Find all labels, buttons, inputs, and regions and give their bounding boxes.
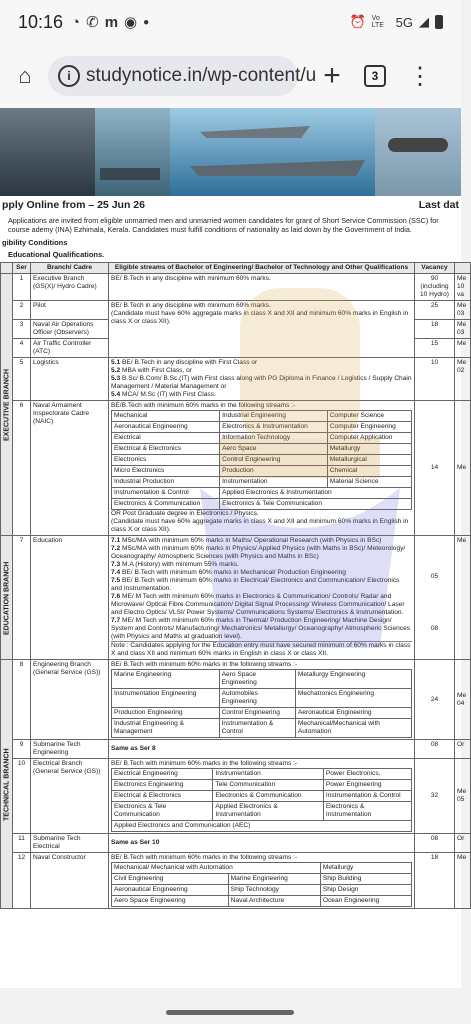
eligibility-heading: gibility Conditions (2, 238, 68, 247)
table-row: 10 Electrical Branch (General Service (GS)) BE/ B.Tech with minimum 60% marks in the following streams :- Electrical Engineering Instrumentation Power Electronics, Electronics Engineering Tele Communication Power Engineering Electrical & Electronics Electronics & Communication Instrumentation & Control Electronics & Tele Communication Applied Electronics & Instrumentation Electronics & Instrumentation Applied Electronics and Communication (AEC) 32 Me 05 (1, 759, 471, 834)
executive-branch-label: EXECUTIVE BRANCH (1, 274, 13, 536)
tab-switcher-button[interactable]: 3 (364, 65, 386, 87)
home-icon[interactable]: ⌂ (18, 63, 32, 88)
alarm-icon: ⏰ (349, 14, 366, 29)
status-time: 10:16 (18, 11, 64, 32)
notification-icons (71, 13, 149, 31)
site-info-icon[interactable]: i (58, 65, 80, 87)
table-row: EDUCATION BRANCH 7 Education 7.1 MSc/MA with minimum 60% marks in Maths/ Operational Research (with Physics in BSc) 7.2 MSc/MA with minimum 60% marks in Physics/ Applied Physics (with Maths in BSc)/ Meteorology/ Oceanography/ Atmospheric Sciences (with Physics and Maths in BSc) 7.3 M.A (History) with minimum 55% marks. 7.4 BE/ B.Tech with minimum 60% marks in Mechanical/ Production Engineering 7.5 BE/ B.Tech with minimum 60% marks in Electrical/ Electronics and Communication/ Electronics and Instrumentation. 7.6 ME/ M Tech with minimum 60% marks in Electronics & Communication/ Controls/ Radar and Microwave/ Optical Fibre Communication/ Digital Signal Processing/ Wireless Communication/ Laser and Electro Optics/ VLSI/ Power Systems/ Communications Systems/ Electronics & Instrumentation. 7.7 ME/ M Tech with minimum 60% marks in Thermal/ Production Engineering/ Machine Design/ System and Controls/ Manufacturing/ Mechatronics/ Metallurgy/ Oceanography/ Atmospheric Sciences (with Physics and Maths at graduation level). Note : Candidates applying for the Education entry must have secured minimum of 60% marks in class X and class XII and minimum 60% marks in English in class X or class XII. 05 08 Me (1, 536, 471, 660)
apply-online-label: pply Online from – 25 Jun 26 (2, 199, 145, 211)
last-date-label: Last dat (418, 199, 459, 211)
table-row: 9 Submarine Tech Engineering Same as Ser 8 08 Or (1, 740, 471, 759)
table-row: 2 Pilot BE/ B.Tech in any discipline with minimum 60% marks. (Candidate must have 60% aggregate marks in class X and XII and minimum 60% marks in English in class X or class XII). 25 Me 03 (1, 301, 471, 320)
logistics-qualifications: 5.1 BE/ B.Tech in any discipline with First Class or 5.2 MBA with First Class, or 5.3 B.Sc/ B.Com/ B.Sc.(IT) with First class along with PG Diploma in Finance / Logistics / Supply Chain Management / Material Management or 5.4 MCA/ M.Sc (IT) with First Class. (109, 358, 415, 401)
apply-dates-row (0, 196, 461, 214)
gesture-home-indicator[interactable] (166, 1010, 294, 1015)
naval-constructor-streams-grid: Mechanical/ Mechanical with Automation Metallurgy Civil Engineering Marine Engineering Ship Building Aeronautical Engineering Ship Technology Ship Design Aero Space Engineering Naval Architecture Ocean Engineering (111, 862, 412, 907)
table-row: 6 Naval Armament Inspectorate Cadre (NAIC) BE/B.Tech with minimum 60% marks in the following streams :- Mechanical Industrial Engineering Computer Science Aeronautical Engineering Electronics & Instrumentation Computer Engineering Electrical Information Technology Computer Application Electrical & Electronics Aero Space Metallurgy Electronics Control Engineering Metallurgical Micro Electronics Production Chemical Industrial Production Instrumentation Material Science Instrumentation & Control Applied Electronics & Instrumentation Electronics & Communication Electronics & Tele Communication OR Post Graduate degree in Electronics / Physics. (Candidate must have 60% aggregate marks in class X and XII and minimum 60% marks in English in class X or class XII). 14 Me (1, 401, 471, 536)
naval-constructor-qualifications: BE/ B.Tech with minimum 60% marks in the following streams :- Mechanical/ Mechanical with Automation Metallurgy Civil Engineering Marine Engineering Ship Building Aeronautical Engineering Ship Technology Ship Design Aero Space Engineering Naval Architecture Ocean Engineering (109, 853, 415, 909)
col-vacancy: Vacancy (415, 263, 455, 274)
technical-branch-label: TECHNICAL BRANCH (1, 660, 13, 909)
status-bar (0, 0, 461, 44)
whatsapp-icon: ✆ (86, 14, 99, 31)
chrome-icon: ◉ (124, 14, 138, 31)
signal-icon: ◔ (71, 13, 81, 31)
battery-icon (435, 15, 443, 29)
eligibility-table (0, 262, 471, 909)
network-type: 5G (395, 14, 413, 30)
engineering-qualifications: BE/ B.Tech with minimum 60% marks in the following streams :- Marine Engineering Aero Space Engineering Metallurgy Engineering Instrumentation Engineering Automobiles Engineering Mechatronics Engineering Production Engineering Control Engineering Aeronautical Engineering Industrial Engineering & Management Instrumentation & Control Mechanical/Mechanical with Automation (109, 660, 415, 740)
volte-label: Vo LTE (371, 15, 384, 29)
new-tab-button[interactable]: + (323, 59, 341, 92)
table-row: 4 Air Traffic Controller (ATC) 15 Me (1, 339, 471, 358)
table-row: 12 Naval Constructor BE/ B.Tech with minimum 60% marks in the following streams :- Mechanical/ Mechanical with Automation Metallurgy Civil Engineering Marine Engineering Ship Building Aeronautical Engineering Ship Technology Ship Design Aero Space Engineering Naval Architecture Ocean Engineering 18 Me (1, 853, 471, 909)
header-banner-image (0, 108, 461, 196)
education-branch-label: EDUCATION BRANCH (1, 536, 13, 660)
table-row: 3 Naval Air Operations Officer (Observers) 18 Me 03 (1, 320, 471, 339)
nav-bar-area (0, 988, 461, 1024)
table-row: EXECUTIVE BRANCH 1 Executive Branch (GS(X)/ Hydro Cadre) BE/ B.Tech in any discipline with minimum 60% marks. 90 (including 10 Hydro) Me 10 va (1, 274, 471, 301)
col-branch: Branch/ Cadre (31, 263, 109, 274)
table-header-row (1, 263, 471, 274)
electrical-qualifications: BE/ B.Tech with minimum 60% marks in the following streams :- Electrical Engineering Instrumentation Power Electronics, Electronics Engineering Tele Communication Power Engineering Electrical & Electronics Electronics & Communication Instrumentation & Control Electronics & Tele Communication Applied Electronics & Instrumentation Electronics & Instrumentation Applied Electronics and Communication (AEC) (109, 759, 415, 834)
cell-signal-icon: ◢ (419, 14, 429, 29)
educational-qualifications-heading: Educational Qualifications. (8, 250, 105, 259)
naic-streams-grid: Mechanical Industrial Engineering Computer Science Aeronautical Engineering Electronics & Instrumentation Computer Engineering Electrical Information Technology Computer Application Electrical & Electronics Aero Space Metallurgy Electronics Control Engineering Metallurgical Micro Electronics Production Chemical Industrial Production Instrumentation Material Science Instrumentation & Control Applied Electronics & Instrumentation Electronics & Communication Electronics & Tele Communication (111, 410, 412, 510)
education-qualifications: 7.1 MSc/MA with minimum 60% marks in Maths/ Operational Research (with Physics in BSc) 7.2 MSc/MA with minimum 60% marks in Physics/ Applied Physics (with Maths in BSc)/ Meteorology/ Oceanography/ Atmospheric Sciences (with Physics and Maths in BSc) 7.3 M.A (History) with minimum 55% marks. 7.4 BE/ B.Tech with minimum 60% marks in Mechanical/ Production Engineering 7.5 BE/ B.Tech with minimum 60% marks in Electrical/ Electronics and Communication/ Electronics and Instrumentation. 7.6 ME/ M Tech with minimum 60% marks in Electronics & Communication/ Controls/ Radar and Microwave/ Optical Fibre Communication/ Digital Signal Processing/ Wireless Communication/ Laser and Electro Optics/ VLSI/ Power Systems/ Communications Systems/ Electronics & Instrumentation. 7.7 ME/ M Tech with minimum 60% marks in Thermal/ Production Engineering/ Machine Design/ System and Controls/ Manufacturing/ Mechatronics/ Metallurgy/ Oceanography/ Atmospheric Sciences (with Physics and Maths at graduation level). Note : Candidates applying for the Education entry must have secured minimum of 60% marks in class X and class XII and minimum 60% marks in English in class X or class XII. (109, 536, 415, 660)
url-text[interactable]: studynotice.in/wp-content/u (86, 65, 317, 86)
web-page (0, 108, 467, 988)
system-icons (349, 14, 443, 30)
table-row: 5 Logistics 5.1 BE/ B.Tech in any discipline with First Class or 5.2 MBA with First Class, or 5.3 B.Sc/ B.Com/ B.Sc.(IT) with First class along with PG Diploma in Finance / Logistics / Supply Chain Management / Material Management or 5.4 MCA/ M.Sc (IT) with First Class. 10 Me 02 (1, 358, 471, 401)
naic-qualifications: BE/B.Tech with minimum 60% marks in the following streams :- Mechanical Industrial Engineering Computer Science Aeronautical Engineering Electronics & Instrumentation Computer Engineering Electrical Information Technology Computer Application Electrical & Electronics Aero Space Metallurgy Electronics Control Engineering Metallurgical Micro Electronics Production Chemical Industrial Production Instrumentation Material Science Instrumentation & Control Applied Electronics & Instrumentation Electronics & Communication Electronics & Tele Communication OR Post Graduate degree in Electronics / Physics. (Candidate must have 60% aggregate marks in class X and XII and minimum 60% marks in English in class X or class XII). (109, 401, 415, 536)
col-streams: Eligible streams of Bachelor of Engineering/ Bachelor of Technology and Other Qualifications (109, 263, 415, 274)
col-ser: Ser (13, 263, 31, 274)
address-bar[interactable] (48, 56, 317, 96)
more-menu-icon[interactable]: ⋮ (408, 62, 432, 90)
engineering-streams-grid: Marine Engineering Aero Space Engineering Metallurgy Engineering Instrumentation Engineering Automobiles Engineering Mechatronics Engineering Production Engineering Control Engineering Aeronautical Engineering Industrial Engineering & Management Instrumentation & Control Mechanical/Mechanical with Automation (111, 669, 412, 738)
table-row: 11 Submarine Tech Electrical Same as Ser 10 08 Or (1, 834, 471, 853)
table-row: TECHNICAL BRANCH 8 Engineering Branch (General Service (GS)) BE/ B.Tech with minimum 60% marks in the following streams :- Marine Engineering Aero Space Engineering Metallurgy Engineering Instrumentation Engineering Automobiles Engineering Mechatronics Engineering Production Engineering Control Engineering Aeronautical Engineering Industrial Engineering & Management Instrumentation & Control Mechanical/Mechanical with Automation 24 Me 04 (1, 660, 471, 740)
browser-toolbar (0, 44, 461, 108)
more-dot-icon: ● (143, 16, 150, 28)
gmail-icon: m (104, 13, 119, 31)
electrical-streams-grid: Electrical Engineering Instrumentation Power Electronics, Electronics Engineering Tele Communication Power Engineering Electrical & Electronics Electronics & Communication Instrumentation & Control Electronics & Tele Communication Applied Electronics & Instrumentation Electronics & Instrumentation Applied Electronics and Communication (AEC) (111, 768, 412, 832)
intro-paragraph: Applications are invited from eligible unmarried men and unmarried women candidates for grant of Short Service Commission (SSC) for course ademy (INA) Ezhimala, Kerala. Candidates must fulfill conditions of nationality as laid down by the Government of India. (8, 216, 439, 234)
